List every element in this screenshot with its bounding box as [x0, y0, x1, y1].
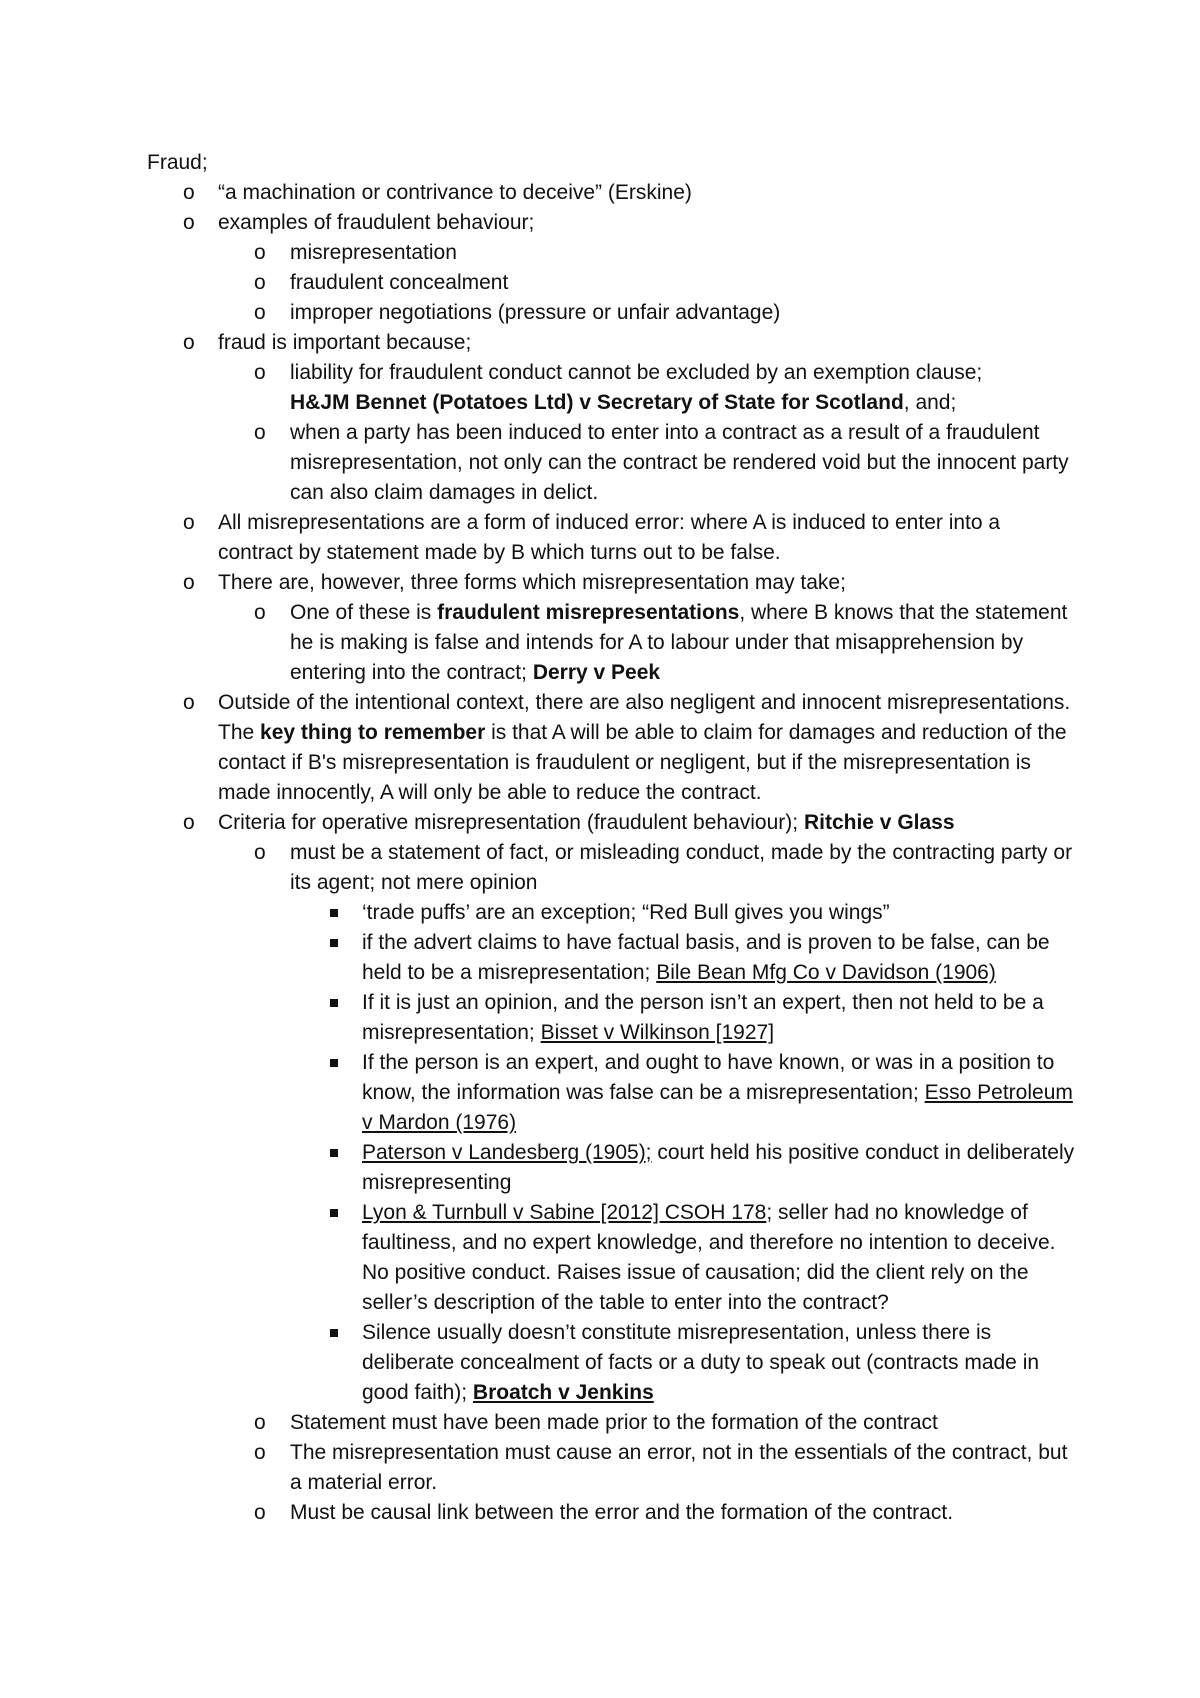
main-list	[183, 178, 1078, 1528]
case-name: Bisset v Wilkinson [1927]	[540, 1021, 775, 1044]
bullet-o: o	[254, 1441, 266, 1464]
square-bullet-icon	[330, 1149, 338, 1157]
list-item: If the person is an expert, and ought to have known, or was in a position to know, the information was false can be a misrepresentation; Esso Petroleum v Mardon (1976)	[362, 1048, 1078, 1138]
case-name: Broatch v Jenkins	[472, 1381, 654, 1404]
bullet-o: o	[254, 301, 266, 324]
list-item: If it is just an opinion, and the person isn’t an expert, then not held to be a misrepresentation; Bisset v Wilkinson [1927]	[362, 988, 1078, 1048]
list-item: o Criteria for operative misrepresentation (fraudulent behaviour); Ritchie v Glass o must be a statement of fact, or misleading conduct, made by the contracting party or its agent; not mere opinion ‘trade puffs’ are an exception; “Red Bull gives you wings” if the advert claims to have factual basis, and is proven to be false, can be held to be a misrepresentation; Bile Bean Mfg Co v Davidson (1906) If it is just an opinion, and the person isn’t an expert, then not held to be a misrepresentation; Bisset v Wilkinson [1927] If the person is an expert, and ought to have known, or was in a position to know, the information was false can be a misrepresentation; Esso Petroleum v Mardon (1976) Paterson v Landesberg (1905); court held his positive conduct in deliberately misrepresenting Lyon & Turnbull v Sabine [2012] CSOH 178; seller had no knowledge of faultiness, and no expert knowledge, and therefore no intention to deceive. No positive conduct. Raises issue of causation; did the client rely on the seller’s description of the table to enter into the contract? Silence usually doesn’t constitute misrepresentation, unless there is deliberate concealment of facts or a duty to speak out (contracts made in good faith); Broatch v Jenkins o Statement must have been made prior to the formation of the contract o The misrepresentation must cause an error, not in the essentials of the contract, but a material error. o Must be causal link between the error and the formation of the contract.	[218, 808, 1078, 1528]
square-bullet-icon	[330, 1209, 338, 1217]
page-title: Fraud;	[147, 151, 208, 174]
list-item: o “a machination or contrivance to deceive” (Erskine)	[218, 178, 1078, 208]
list-item: Paterson v Landesberg (1905); court held his positive conduct in deliberately misrepresenting	[362, 1138, 1078, 1198]
bullet-o: o	[254, 361, 266, 384]
list-item: o There are, however, three forms which misrepresentation may take; o One of these is fraudulent misrepresentations, where B knows that the statement he is making is false and intends for A to labour under that misapprehension by entering into the contract; Derry v Peek	[218, 568, 1078, 688]
list-item: o fraud is important because; o liability for fraudulent conduct cannot be excluded by an exemption clause; H&JM Bennet (Potatoes Ltd) v Secretary of State for Scotland, and; o when a party has been induced to enter into a contract as a result of a fraudulent misrepresentation, not only can the contract be rendered void but the innocent party can also claim damages in delict.	[218, 328, 1078, 508]
bullet-o: o	[254, 841, 266, 864]
square-bullet-icon	[330, 999, 338, 1007]
list-item: o One of these is fraudulent misrepresentations, where B knows that the statement he is making is false and intends for A to labour under that misapprehension by entering into the contract; Derry v Peek	[290, 598, 1078, 688]
bullet-o: o	[254, 601, 266, 624]
list-item: o The misrepresentation must cause an error, not in the essentials of the contract, but a material error.	[290, 1438, 1078, 1498]
sub-list	[254, 238, 1078, 328]
sub-list	[254, 838, 1078, 1528]
bullet-o: o	[183, 331, 195, 354]
bullet-o: o	[183, 511, 195, 534]
emphasis: fraudulent misrepresentations	[437, 601, 740, 624]
bullet-o: o	[254, 421, 266, 444]
bullet-o: o	[254, 271, 266, 294]
square-bullet-icon	[330, 909, 338, 917]
bullet-o: o	[183, 211, 195, 234]
list-item: Lyon & Turnbull v Sabine [2012] CSOH 178; seller had no knowledge of faultiness, and no expert knowledge, and therefore no intention to deceive. No positive conduct. Raises issue of causation; did the client rely on the seller’s description of the table to enter into the contract?	[362, 1198, 1078, 1318]
sub-sub-list	[362, 898, 1078, 1408]
bullet-o: o	[183, 571, 195, 594]
list-item: o misrepresentation	[290, 238, 1078, 268]
bullet-o: o	[183, 691, 195, 714]
bullet-o: o	[254, 1501, 266, 1524]
list-item: o Statement must have been made prior to the formation of the contract	[290, 1408, 1078, 1438]
list-item: o improper negotiations (pressure or unfair advantage)	[290, 298, 1078, 328]
list-item: o must be a statement of fact, or misleading conduct, made by the contracting party or its agent; not mere opinion ‘trade puffs’ are an exception; “Red Bull gives you wings” if the advert claims to have factual basis, and is proven to be false, can be held to be a misrepresentation; Bile Bean Mfg Co v Davidson (1906) If it is just an opinion, and the person isn’t an expert, then not held to be a misrepresentation; Bisset v Wilkinson [1927] If the person is an expert, and ought to have known, or was in a position to know, the information was false can be a misrepresentation; Esso Petroleum v Mardon (1976) Paterson v Landesberg (1905); court held his positive conduct in deliberately misrepresenting Lyon & Turnbull v Sabine [2012] CSOH 178; seller had no knowledge of faultiness, and no expert knowledge, and therefore no intention to deceive. No positive conduct. Raises issue of causation; did the client rely on the seller’s description of the table to enter into the contract? Silence usually doesn’t constitute misrepresentation, unless there is deliberate concealment of facts or a duty to speak out (contracts made in good faith); Broatch v Jenkins	[290, 838, 1078, 1408]
list-item: o Must be causal link between the error and the formation of the contract.	[290, 1498, 1078, 1528]
list-item: o All misrepresentations are a form of induced error: where A is induced to enter into a contract by statement made by B which turns out to be false.	[218, 508, 1078, 568]
square-bullet-icon	[330, 939, 338, 947]
case-name: Derry v Peek	[532, 661, 661, 684]
list-item: o when a party has been induced to enter into a contract as a result of a fraudulent misrepresentation, not only can the contract be rendered void but the innocent party can also claim damages in delict.	[290, 418, 1078, 508]
list-item: o fraudulent concealment	[290, 268, 1078, 298]
square-bullet-icon	[330, 1329, 338, 1337]
list-item: o liability for fraudulent conduct cannot be excluded by an exemption clause; H&JM Bennet (Potatoes Ltd) v Secretary of State for Scotland, and;	[290, 358, 1078, 418]
case-name: Bile Bean Mfg Co v Davidson (1906)	[656, 961, 996, 984]
case-name: Ritchie v Glass	[803, 811, 955, 834]
emphasis: key thing to remember	[260, 721, 486, 744]
case-name: H&JM Bennet (Potatoes Ltd) v Secretary of State for Scotland	[290, 391, 904, 414]
bullet-o: o	[254, 1411, 266, 1434]
list-item: if the advert claims to have factual basis, and is proven to be false, can be held to be a misrepresentation; Bile Bean Mfg Co v Davidson (1906)	[362, 928, 1078, 988]
sub-list	[254, 358, 1078, 508]
bullet-o: o	[254, 241, 266, 264]
list-item: ‘trade puffs’ are an exception; “Red Bull gives you wings”	[362, 898, 1078, 928]
bullet-o: o	[183, 181, 195, 204]
list-item: o Outside of the intentional context, there are also negligent and innocent misrepresentations. The key thing to remember is that A will be able to claim for damages and reduction of the contact if B's misrepresentation is fraudulent or negligent, but if the misrepresentation is made innocently, A will only be able to reduce the contract.	[218, 688, 1078, 808]
list-item: o examples of fraudulent behaviour; o misrepresentation o fraudulent concealment o improper negotiations (pressure or unfair advantage)	[218, 208, 1078, 328]
case-name: Paterson v Landesberg (1905);	[362, 1141, 652, 1164]
case-name: Esso Petroleum v Mardon (1976)	[362, 1081, 1073, 1134]
square-bullet-icon	[330, 1059, 338, 1067]
case-name: Lyon & Turnbull v Sabine [2012] CSOH 178	[362, 1201, 767, 1224]
bullet-o: o	[183, 811, 195, 834]
sub-list	[254, 598, 1078, 688]
list-item: Silence usually doesn’t constitute misrepresentation, unless there is deliberate concealment of facts or a duty to speak out (contracts made in good faith); Broatch v Jenkins	[362, 1318, 1078, 1408]
